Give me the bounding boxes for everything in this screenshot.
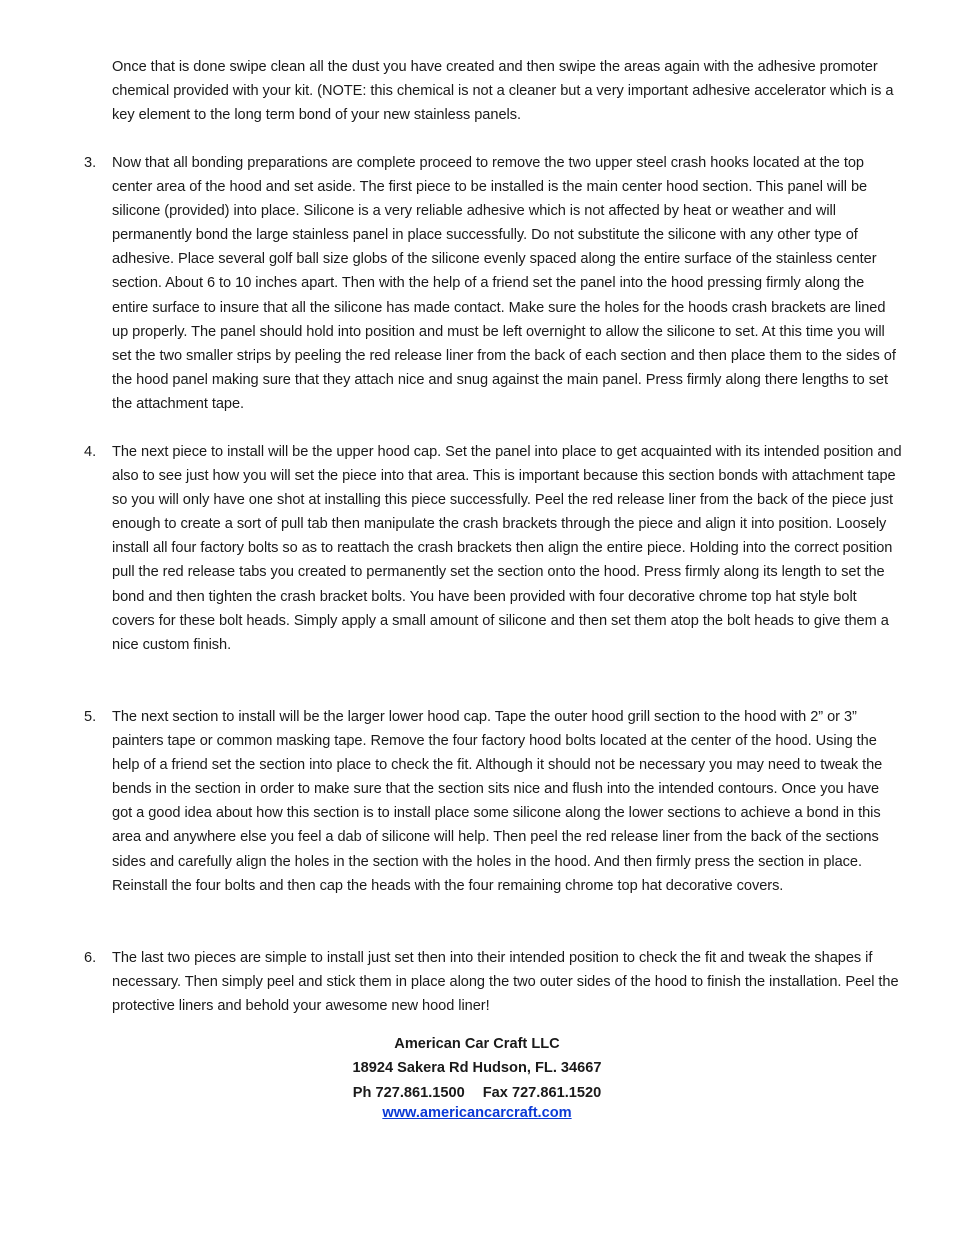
contact-line (0, 1083, 954, 1103)
step-paragraph: Now that all bonding preparations are complete proceed to remove the two upper steel crash hooks located at the top center area of the hood and set aside. The first piece to be installed is the main center hood section. This panel will be silicone (provided) into place. Silicone is a very reliable adhesive which is not affected by heat or weather and will permanently bond the large stainless panel in place successfully. Do not substitute the silicone with any other type of adhesive. Place several golf ball size globs of the silicone evenly spaced along the entire surface of the stainless center section. About 6 to 10 inches apart. Then with the help of a friend set the panel into the hood pressing firmly along the entire surface to insure that all the silicone has made contact. Make sure the holes for the hoods crash brackets are lined up properly. The panel should hold into position and must be left overnight to allow the silicone to set. At this time you will set the two smaller strips by peeling the red release liner from the back of each section and then place them to the sides of the hood panel making sure that they attach nice and snug against the main panel. Press firmly along there lengths to set the attachment tape. (112, 155, 896, 412)
company-name: American Car Craft LLC (394, 1036, 560, 1052)
step-number: 4. (84, 444, 97, 460)
company-address: 18924 Sakera Rd Hudson, FL. 34667 (352, 1060, 602, 1076)
step-number: 5. (84, 709, 97, 725)
step-number: 3. (84, 155, 97, 171)
step-paragraph: The last two pieces are simple to install just set then into their intended position to check the fit and tweak the shapes if necessary. Then simply peel and stick them in place along the two outer sides of the hood to finish the installation. Peel the protective liners and behold your awesome new hood liner! (112, 950, 899, 1015)
step-number: 6. (84, 950, 97, 966)
phone-number: Ph 727.861.1500 (352, 1085, 465, 1101)
website-link[interactable]: www.americancarcraft.com (382, 1105, 572, 1121)
step-paragraph: The next section to install will be the larger lower hood cap. Tape the outer hood grill section to the hood with 2” or 3” painters tape or common masking tape. Remove the four factory hood bolts located at the center of the hood. Using the help of a friend set the section into place to check the fit. Although it should not be necessary you may need to tweak the bends in the section in order to make sure that the section sits nice and flush into the intended contours. Once you have got a good idea about how this section is to install place some silicone along the lower sections to achieve a bond in this area and anywhere else you feel a dab of silicone will help. Then peel the red release liner from the back of the sections sides and carefully align the holes in the section with the holes in the hood. And then firmly press the section in place. Reinstall the four bolts and then cap the heads with the four remaining chrome top hat decorative covers. (112, 709, 883, 894)
step-paragraph: The next piece to install will be the upper hood cap. Set the panel into place to get acquainted with its intended position and also to see just how you will set the piece into that area. This is important because this section bonds with attachment tape so you will only have one shot at installing this piece successfully. Peel the red release liner from the back of the piece just enough to create a sort of pull tab then manipulate the crash brackets through the piece and align it into position. Loosely install all four factory bolts so as to reattach the crash brackets then align the entire piece. Holding into the correct position pull the red release tabs you created to permanently set the section onto the hood. Press firmly along its length to set the bond and then tighten the crash bracket bolts. You have been provided with four decorative chrome top hat style bolt covers for these bolt heads. Simply apply a small amount of silicone and then set them atop the bolt heads to give them a nice custom finish. (112, 444, 902, 653)
intro-paragraph: Once that is done swipe clean all the dust you have created and then swipe the areas again with the adhesive promoter chemical provided with your kit. (NOTE: this chemical is not a cleaner but a very important adhesive accelerator which is a key element to the long term bond of your new stainless panels. (112, 59, 894, 124)
fax-number: Fax 727.861.1520 (482, 1085, 602, 1101)
